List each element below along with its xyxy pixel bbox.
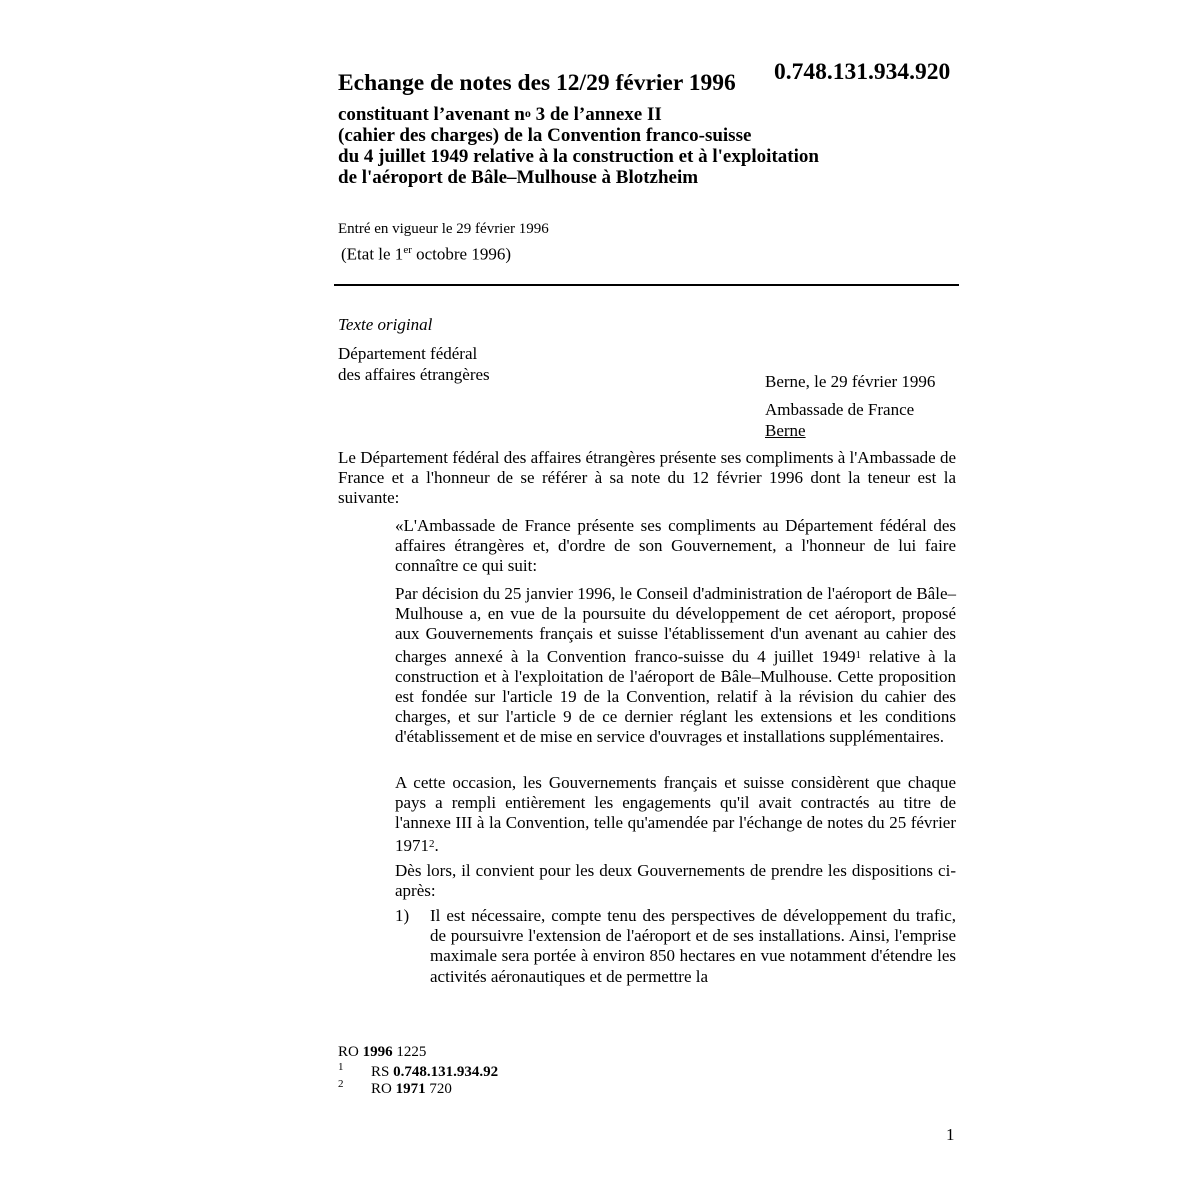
recipient-line-2: Berne	[765, 421, 806, 440]
subtitle-line-3: du 4 juillet 1949 relative à la construction et à l'exploitation	[338, 146, 819, 167]
state-date-end: octobre 1996)	[411, 244, 511, 264]
header-divider	[334, 284, 959, 286]
footnote-2-year: 1971	[395, 1081, 426, 1097]
footnote-1	[338, 1061, 499, 1081]
subtitle-line-4: de l'aéroport de Bâle–Mulhouse à Blotzheim	[338, 167, 699, 188]
footnote-2-number: 2	[338, 1078, 344, 1090]
ro-prefix: RO	[338, 1044, 363, 1060]
quote-paragraph-1: «L'Ambassade de France présente ses compliments au Département fédéral des affaires étrangères et, d'ordre de son Gouvernement, a l'honneur de lui faire connaître ce qui suit:	[395, 516, 956, 576]
footnote-1-number: 1	[338, 1061, 344, 1073]
footnote-2-prefix: RO	[371, 1081, 396, 1097]
footnote-2	[338, 1078, 452, 1098]
state-date-start: (Etat le 1	[341, 244, 404, 264]
footnote-1-prefix: RS	[371, 1064, 394, 1080]
quote-paragraph-3-end: .	[434, 835, 439, 855]
footnote-ref-2[interactable]: 2	[429, 837, 435, 850]
place-and-recipient	[765, 371, 935, 441]
list-item	[395, 906, 956, 987]
sender-line-2: des affaires étrangères	[338, 365, 490, 384]
place-date: Berne, le 29 février 1996	[765, 372, 936, 391]
recipient-line-1: Ambassade de France	[765, 400, 915, 419]
document-subtitle	[338, 103, 958, 188]
quote-paragraph-2-start: Par décision du 25 janvier 1996, le Conseil d'administration de l'aéroport de Bâle–Mulhouse a, en vue de la poursuite du développement de cet aéroport, proposé aux Gouvernements français et suisse l'établissement d'un avenant au cahier des charges annexé à la Convention franco-suisse du 4 juillet 1949	[395, 584, 956, 666]
subtitle-line-1-start: constituant l’avenant n	[338, 104, 525, 125]
page-number: 1	[946, 1125, 955, 1144]
subtitle-line-1	[338, 103, 958, 125]
document-number: 0.748.131.934.920	[774, 59, 951, 85]
footnote-1-ref: 0.748.131.934.92	[393, 1064, 499, 1080]
state-date	[341, 244, 511, 265]
quote-paragraph-3	[395, 773, 956, 856]
official-compilation-ref	[338, 1044, 426, 1061]
state-date-sup: er	[403, 244, 412, 256]
subtitle-line-2: (cahier des charges) de la Convention franco-suisse	[338, 125, 752, 146]
sender-line-1: Département fédéral	[338, 344, 478, 363]
sender	[338, 343, 490, 385]
subtitle-line-1-end: 3 de l’annexe II	[530, 104, 662, 125]
quote-paragraph-2-end: relative à la construction et à l'exploitation de l'aéroport de Bâle–Mulhouse. Cette proposition est fondée sur l'article 19 de la Convention, relatif à la révision du cahier des charges, et sur l'article 9 de ce dernier réglant les extensions et les conditions d'établissement et de mise en service d'ouvrages et installations supplémentaires.	[395, 646, 956, 747]
list-item-text: Il est nécessaire, compte tenu des perspectives de développement du trafic, de poursuivre l'extension de l'aéroport et de ses installations. Ainsi, l'emprise maximale sera portée à environ 850 hectares en vue notamment d'étendre les activités aéronautiques et de permettre la	[430, 906, 956, 986]
subtitle-superscript-o: o	[524, 106, 531, 120]
list-item-number: 1)	[395, 906, 410, 925]
intro-paragraph: Le Département fédéral des affaires étrangères présente ses compliments à l'Ambassade de France et a l'honneur de se référer à sa note du 12 février 1996 dont la teneur est la suivante:	[338, 448, 956, 508]
footnote-2-page: 720	[425, 1081, 452, 1097]
entry-into-force: Entré en vigueur le 29 février 1996	[338, 221, 549, 237]
quote-paragraph-4: Dès lors, il convient pour les deux Gouvernements de prendre les dispositions ci-après:	[395, 861, 956, 901]
original-text-label: Texte original	[338, 315, 433, 334]
ro-year: 1996	[362, 1044, 393, 1060]
footnote-ref-1[interactable]: 1	[855, 648, 861, 661]
quote-paragraph-2	[395, 584, 956, 748]
quote-paragraph-3-start: A cette occasion, les Gouvernements français et suisse considèrent que chaque pays a rempli entièrement les engagements qu'il avait contractés au titre de l'annexe III à la Convention, telle qu'amendée par l'échange de notes du 25 février 1971	[395, 773, 956, 855]
ro-page: 1225	[392, 1044, 427, 1060]
document-title: Echange de notes des 12/29 février 1996	[338, 70, 736, 96]
